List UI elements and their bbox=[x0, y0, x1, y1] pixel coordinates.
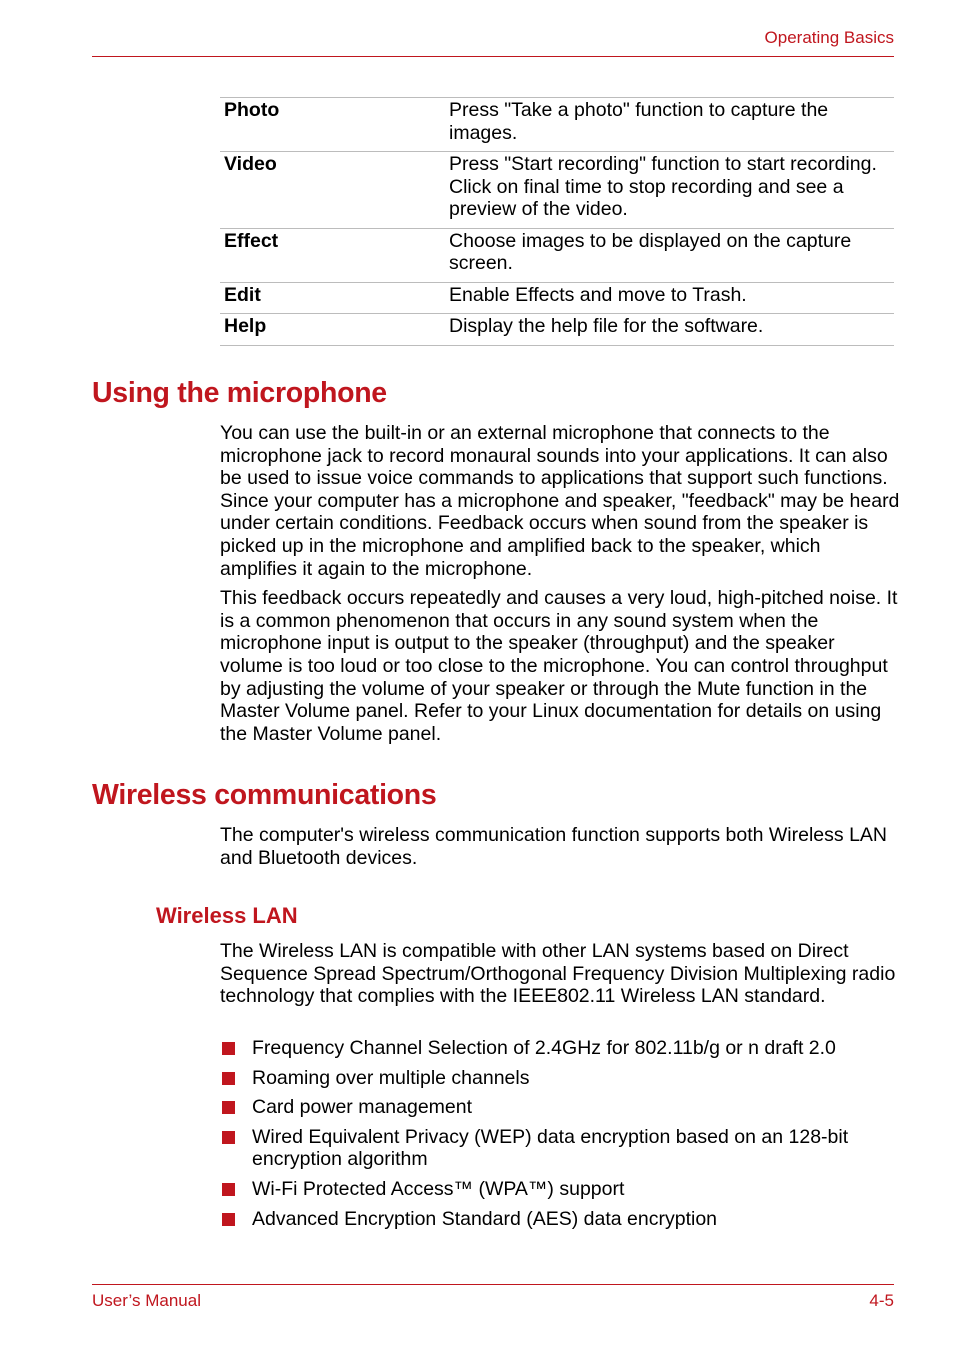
function-description: Press "Start recording" function to start recording. Click on final time to stop recording and see a preview of the video. bbox=[445, 152, 894, 229]
list-item bbox=[220, 1208, 900, 1231]
list-item bbox=[220, 1096, 900, 1119]
bullet-square-icon bbox=[222, 1213, 235, 1226]
header-rule bbox=[92, 56, 894, 57]
function-name: Edit bbox=[220, 282, 445, 314]
microphone-section bbox=[220, 422, 900, 752]
list-item-text: Wired Equivalent Privacy (WEP) data encryption based on an 128-bit encryption algorithm bbox=[252, 1125, 849, 1171]
feature-list bbox=[220, 1037, 900, 1237]
list-item bbox=[220, 1067, 900, 1090]
function-name: Video bbox=[220, 152, 445, 229]
paragraph: This feedback occurs repeatedly and causes a very loud, high-pitched noise. It is a common phenomenon that occurs in any sound system when the microphone input is output to the speaker (throughput) and the speaker volume is too loud or too close to the microphone. You can control throughput by adjusting the volume of your speaker or through the Mute function in the Master Volume panel. Refer to your Linux documentation for details on using the Master Volume panel. bbox=[220, 587, 898, 745]
bullet-square-icon bbox=[222, 1042, 235, 1055]
list-item bbox=[220, 1178, 900, 1201]
list-item-text: Card power management bbox=[252, 1096, 473, 1119]
wireless-lan-section bbox=[220, 940, 900, 1015]
table-row bbox=[220, 152, 894, 229]
function-name: Effect bbox=[220, 228, 445, 282]
list-item bbox=[220, 1126, 900, 1171]
paragraph: You can use the built-in or an external microphone that connects to the microphone jack to record monaural sounds into your applications. It can also be used to issue voice commands to applications that support such functions. Since your computer has a microphone and speaker, "feedback" may be heard under certain conditions. Feedback occurs when sound from the speaker is picked up in the microphone and amplified back to the speaker, which amplifies it again to the microphone. bbox=[220, 422, 900, 580]
footer-manual-name: User’s Manual bbox=[92, 1291, 201, 1310]
paragraph: The computer's wireless communication function supports both Wireless LAN and Bluetooth devices. bbox=[220, 824, 887, 869]
function-description: Display the help file for the software. bbox=[445, 314, 894, 346]
table-row bbox=[220, 98, 894, 152]
wireless-lan-heading: Wireless LAN bbox=[156, 903, 298, 928]
running-header: Operating Basics bbox=[764, 28, 894, 47]
bullet-square-icon bbox=[222, 1183, 235, 1196]
microphone-heading: Using the microphone bbox=[92, 377, 387, 409]
table-row bbox=[220, 314, 894, 346]
function-description: Press "Take a photo" function to capture the images. bbox=[445, 98, 894, 152]
list-item-text: Advanced Encryption Standard (AES) data encryption bbox=[252, 1207, 718, 1230]
wireless-section bbox=[220, 824, 900, 876]
footer-rule bbox=[92, 1284, 894, 1285]
list-item-text: Frequency Channel Selection of 2.4GHz for 802.11b/g or n draft 2.0 bbox=[252, 1037, 836, 1059]
table-row bbox=[220, 282, 894, 314]
function-name: Help bbox=[220, 314, 445, 346]
list-item-text: Wi-Fi Protected Access™ (WPA™) support bbox=[252, 1177, 625, 1200]
footer-page-number: 4-5 bbox=[869, 1291, 894, 1310]
wireless-heading: Wireless communications bbox=[92, 779, 437, 811]
function-name: Photo bbox=[220, 98, 445, 152]
bullet-square-icon bbox=[222, 1131, 235, 1144]
function-description: Enable Effects and move to Trash. bbox=[445, 282, 894, 314]
paragraph: The Wireless LAN is compatible with other LAN systems based on Direct Sequence Spread Spectrum/Orthogonal Frequency Division Multiplexing radio technology that complies with the IEEE802.11 Wireless LAN standard. bbox=[220, 940, 896, 1008]
function-description: Choose images to be displayed on the capture screen. bbox=[445, 228, 894, 282]
list-item-text: Roaming over multiple channels bbox=[252, 1066, 530, 1089]
table-row bbox=[220, 228, 894, 282]
function-table bbox=[220, 97, 894, 346]
list-item bbox=[220, 1037, 900, 1060]
bullet-square-icon bbox=[222, 1072, 235, 1085]
bullet-square-icon bbox=[222, 1101, 235, 1114]
